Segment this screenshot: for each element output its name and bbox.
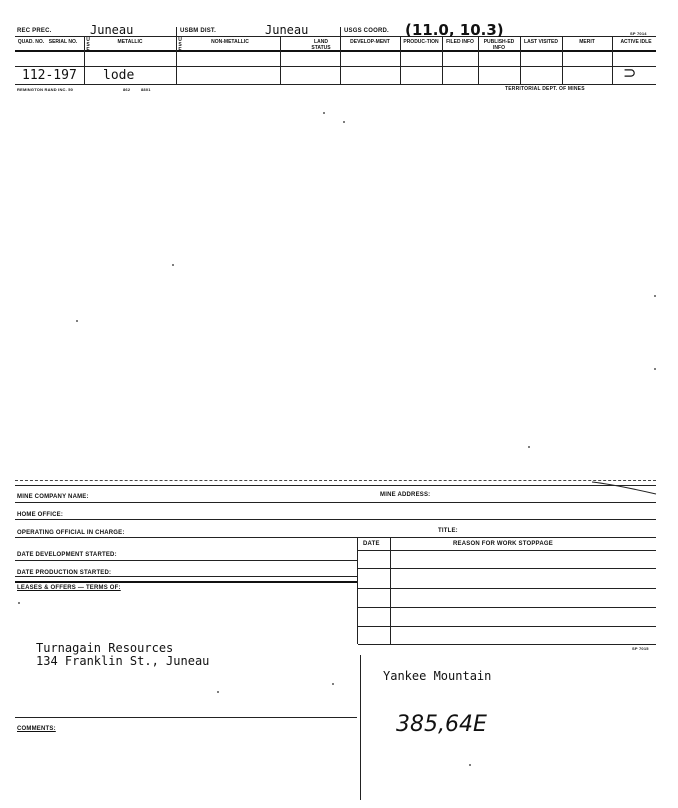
col-active-idle: ACTIVE IDLE bbox=[620, 39, 652, 45]
usgs-coord-value: (11.0, 10.3) bbox=[405, 21, 504, 39]
form-number-top: SP 7014 bbox=[630, 31, 647, 36]
speck bbox=[76, 320, 78, 322]
speck bbox=[332, 683, 334, 685]
col-non-metallic: NON-METALLIC bbox=[211, 39, 249, 45]
col-last-visited: LAST VISITED bbox=[524, 39, 558, 45]
bottom-card-rule-7 bbox=[15, 717, 357, 718]
stoppage-rule-4 bbox=[358, 607, 656, 608]
bottom-card-top-rule bbox=[15, 485, 656, 486]
col-published-info: PUBLISH-ED INFO bbox=[483, 39, 515, 51]
col-development: DEVELOP-MENT bbox=[350, 39, 390, 45]
department-mark: TERRITORIAL DEPT. OF MINES bbox=[505, 86, 585, 92]
mine-company-label: MINE COMPANY NAME: bbox=[17, 494, 89, 500]
speck bbox=[528, 446, 530, 448]
date-production-label: DATE PRODUCTION STARTED: bbox=[17, 570, 112, 576]
top-card-rule-4 bbox=[15, 84, 656, 85]
speck bbox=[654, 295, 656, 297]
col-land-status: LAND STATUS bbox=[311, 39, 331, 51]
active-idle-mark: ⊃ bbox=[623, 63, 637, 82]
bottom-card-top-dash bbox=[15, 480, 656, 481]
top-card-vline-5 bbox=[400, 36, 401, 84]
col-serial-no: SERIAL NO. bbox=[48, 39, 78, 45]
speck bbox=[217, 691, 219, 693]
quad-serial-value: 112-197 bbox=[22, 68, 77, 83]
top-card-vline-7 bbox=[478, 36, 479, 84]
stoppage-rule-6 bbox=[358, 644, 656, 645]
bottom-card-rule-5 bbox=[15, 576, 357, 577]
bottom-card-rule-1 bbox=[15, 502, 656, 503]
top-card-vline-4 bbox=[340, 36, 341, 84]
bottom-card-rule-2 bbox=[15, 519, 656, 520]
speck bbox=[654, 368, 656, 370]
card-divider-vline bbox=[360, 655, 361, 800]
title-label: TITLE: bbox=[438, 528, 458, 534]
speck bbox=[172, 264, 174, 266]
top-card-vline-10 bbox=[612, 36, 613, 84]
rec-prec-label: REC PREC. bbox=[17, 28, 52, 34]
rec-prec-value: Juneau bbox=[90, 23, 134, 37]
col-quad-no: QUAD. NO. bbox=[17, 39, 45, 45]
bottom-card-rule-6 bbox=[15, 581, 357, 583]
home-office-label: HOME OFFICE: bbox=[17, 512, 64, 518]
usbm-dist-label: USBM DIST. bbox=[180, 28, 217, 34]
leases-label: LEASES & OFFERS — TERMS OF: bbox=[17, 585, 121, 591]
printer-code-2: 8801 bbox=[141, 87, 151, 92]
company-address: 134 Franklin St., Juneau bbox=[36, 654, 210, 668]
speck bbox=[343, 121, 345, 123]
printer-mark: REMINGTON RAND INC. 50 bbox=[17, 87, 74, 92]
top-card-vline-8 bbox=[520, 36, 521, 84]
handwritten-code: 385,64E bbox=[396, 712, 487, 737]
form-number-bottom: SP 7015 bbox=[632, 646, 649, 651]
stoppage-vline-left bbox=[357, 537, 358, 644]
usbm-dist-value: Juneau bbox=[265, 23, 309, 37]
date-development-label: DATE DEVELOPMENT STARTED: bbox=[17, 552, 117, 558]
printer-code-1: 862 bbox=[123, 87, 131, 92]
top-card-vline-9 bbox=[562, 36, 563, 84]
bottom-card-rule-4 bbox=[15, 560, 357, 561]
stoppage-rule-3 bbox=[358, 588, 656, 589]
pen-stroke bbox=[590, 478, 660, 498]
reason-header: REASON FOR WORK STOPPAGE bbox=[453, 541, 553, 547]
top-card-vline-3 bbox=[280, 36, 281, 84]
location-name: Yankee Mountain bbox=[383, 669, 492, 683]
stoppage-rule-5 bbox=[358, 626, 656, 627]
top-card-vline-6 bbox=[442, 36, 443, 84]
col-production: PRODUC-TION bbox=[403, 39, 439, 45]
stoppage-rule-1 bbox=[358, 550, 656, 551]
col-filed-info: FILED INFO bbox=[446, 39, 474, 45]
speck bbox=[323, 112, 325, 114]
mine-address-label: MINE ADDRESS: bbox=[380, 492, 431, 498]
usgs-coord-label: USGS COORD. bbox=[344, 28, 389, 34]
comments-label: COMMENTS: bbox=[17, 726, 56, 732]
col-use-a: USE bbox=[86, 37, 90, 53]
col-merit: MERIT bbox=[579, 39, 595, 45]
speck bbox=[469, 764, 471, 766]
speck bbox=[18, 602, 20, 604]
operating-official-label: OPERATING OFFICIAL IN CHARGE: bbox=[17, 530, 125, 536]
col-use-b: USE bbox=[178, 37, 182, 53]
stoppage-vline-mid bbox=[390, 537, 391, 644]
col-metallic: METALLIC bbox=[117, 39, 143, 45]
top-card-rule-3 bbox=[15, 66, 656, 67]
metallic-value: lode bbox=[103, 68, 135, 83]
company-name: Turnagain Resources bbox=[36, 641, 174, 655]
stoppage-rule-2 bbox=[358, 568, 656, 569]
date-header: DATE bbox=[363, 541, 380, 547]
bottom-card-rule-3 bbox=[15, 537, 656, 538]
